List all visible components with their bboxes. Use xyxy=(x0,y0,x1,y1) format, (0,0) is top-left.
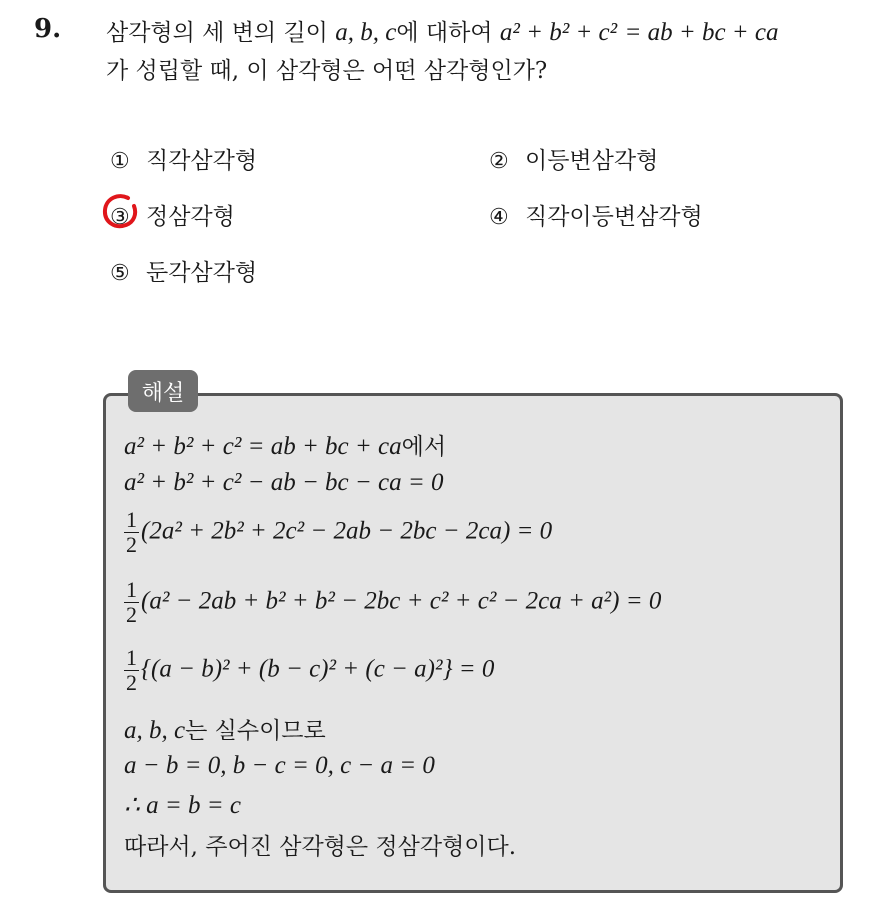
solution-line-1 xyxy=(124,428,446,461)
solution-line-9-text: 따라서, 주어진 삼각형은 정삼각형이다. xyxy=(124,834,517,860)
question-vars: a, b, c xyxy=(335,19,397,46)
choice-1-number: ① xyxy=(110,149,130,174)
fraction-half xyxy=(124,578,139,627)
choice-4-text: 직각이등변삼각형 xyxy=(525,204,703,230)
solution-line-7-math: a − b = 0, b − c = 0, c − a = 0 xyxy=(124,752,435,779)
answer-circle-mark xyxy=(101,192,141,232)
solution-line-6-text: 는 실수이므로 xyxy=(185,718,326,744)
choice-2[interactable] xyxy=(489,142,658,175)
solution-line-8-math: ∴ a = b = c xyxy=(124,792,241,819)
choice-4[interactable] xyxy=(489,198,703,231)
choice-5[interactable] xyxy=(110,254,257,287)
solution-line-2-math: a² + b² + c² − ab − bc − ca = 0 xyxy=(124,469,444,496)
solution-line-2 xyxy=(124,469,444,497)
choice-5-number: ⑤ xyxy=(110,261,130,286)
question-prefix: 삼각형의 세 변의 길이 xyxy=(106,20,328,46)
fraction-numerator: 1 xyxy=(126,577,137,602)
solution-line-4 xyxy=(124,578,661,627)
choice-3-number: ③ xyxy=(110,205,130,230)
solution-line-1-math: a² + b² + c² = ab + bc + ca xyxy=(124,433,402,460)
choice-3-text: 정삼각형 xyxy=(146,204,235,230)
solution-tag: 해설 xyxy=(128,370,198,412)
fraction-numerator: 1 xyxy=(126,645,137,670)
question-number: 9. xyxy=(34,14,62,44)
solution-line-4-math: (a² − 2ab + b² + b² − 2bc + c² + c² − 2ca + a²) = 0 xyxy=(141,587,662,615)
fraction-denominator: 2 xyxy=(126,532,137,557)
solution-line-8 xyxy=(124,790,241,820)
solution-line-5-math: {(a − b)² + (b − c)² + (c − a)²} = 0 xyxy=(141,655,495,683)
solution-line-7 xyxy=(124,752,435,780)
solution-line-3-math: (2a² + 2b² + 2c² − 2ab − 2bc − 2ca) = 0 xyxy=(141,517,553,545)
solution-line-6-math: a, b, c xyxy=(124,717,186,744)
question-line2: 가 성립할 때, 이 삼각형은 어떤 삼각형인가? xyxy=(106,58,548,84)
choice-1-text: 직각삼각형 xyxy=(146,148,258,174)
question-text xyxy=(106,14,876,90)
solution-line-3 xyxy=(124,508,552,557)
choice-2-number: ② xyxy=(489,149,509,174)
question-mid: 에 대하여 xyxy=(396,20,493,46)
fraction-half xyxy=(124,646,139,695)
fraction-denominator: 2 xyxy=(126,670,137,695)
solution-line-9 xyxy=(124,828,516,861)
solution-line-6 xyxy=(124,712,326,745)
fraction-denominator: 2 xyxy=(126,602,137,627)
choice-1[interactable] xyxy=(110,142,257,175)
choice-5-text: 둔각삼각형 xyxy=(146,260,258,286)
choice-4-number: ④ xyxy=(489,205,509,230)
choice-2-text: 이등변삼각형 xyxy=(525,148,659,174)
solution-line-1-text: 에서 xyxy=(401,434,447,460)
solution-line-5 xyxy=(124,646,494,695)
fraction-numerator: 1 xyxy=(126,507,137,532)
question-equation-left: a² + b² + c² xyxy=(499,19,618,46)
fraction-half xyxy=(124,508,139,557)
question-equation-right: = ab + bc + ca xyxy=(624,19,779,46)
